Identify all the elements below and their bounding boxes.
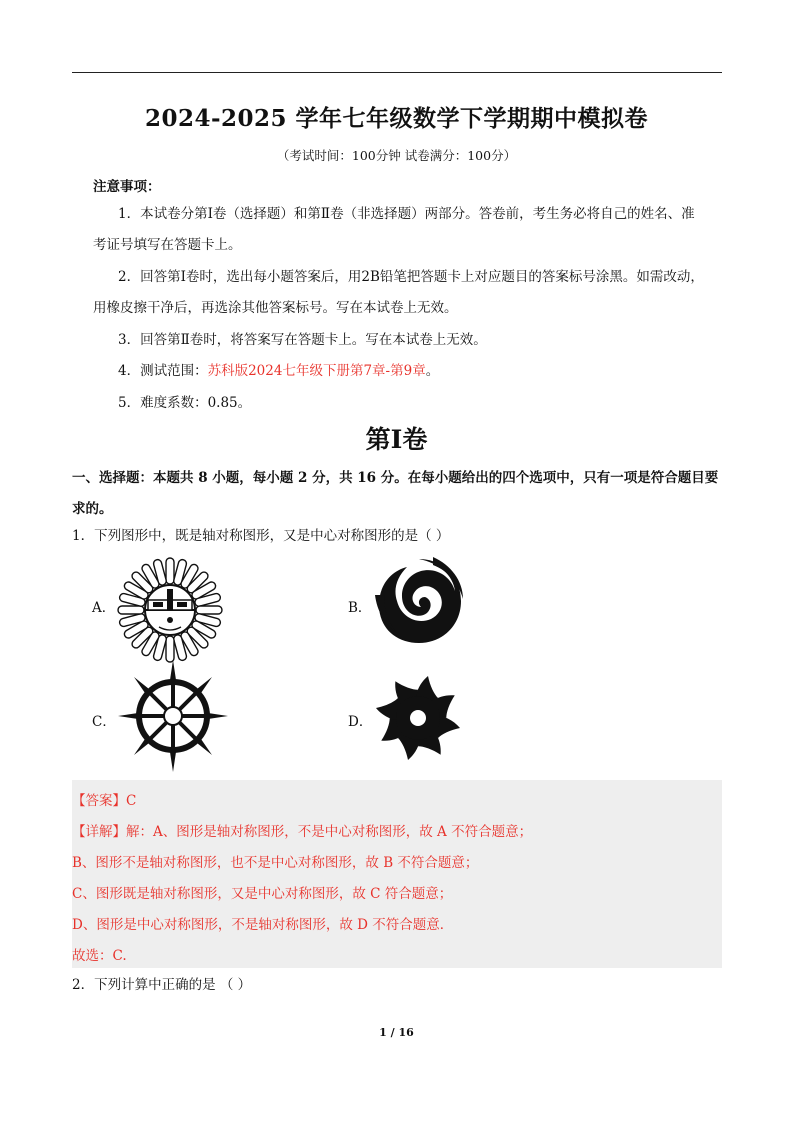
sun-ray	[166, 636, 174, 662]
option-d-label: D．	[348, 714, 373, 730]
exam-subtitle: （考试时间：100分钟 试卷满分：100分）	[276, 148, 517, 163]
option-c-label: C．	[92, 714, 116, 730]
detail-line1	[72, 820, 532, 840]
notice-item5: 5．难度系数：0.85。	[118, 395, 252, 411]
detail-tag: 【详解】	[72, 824, 126, 840]
notice-item4-suffix: 。	[425, 363, 440, 379]
detail-line3: C、图形既是轴对称图形，又是中心对称图形，故 C 符合题意；	[72, 886, 453, 902]
detail-text1: 解：A、图形是轴对称图形，不是中心对称图形，故 A 不符合题意；	[126, 824, 533, 840]
sun-ray	[166, 558, 174, 584]
notice-item1-line2: 考证号填写在答题卡上。	[93, 237, 242, 253]
notice-item1-line1: 1．本试卷分第Ⅰ卷（选择题）和第Ⅱ卷（非选择题）两部分。答卷前，考生务必将自己的姓名、准	[118, 206, 695, 222]
detail-line2: B、图形不是轴对称图形，也不是中心对称图形，故 B 不符合题意；	[72, 855, 479, 871]
notice-item2-line2: 用橡皮擦干净后，再选涂其他答案标号。写在本试卷上无效。	[93, 300, 458, 316]
notice-heading: 注意事项：	[93, 179, 161, 195]
answer-tag: 【答案】	[72, 793, 126, 809]
answer-conclusion: 故选：C.	[72, 948, 127, 964]
section1-line2: 求的。	[72, 501, 113, 517]
answer-line	[72, 789, 136, 809]
page-number: 1 / 16	[379, 1026, 414, 1039]
volume-title: 第Ⅰ卷	[365, 425, 428, 454]
option-b-label: B．	[348, 600, 372, 616]
sun-ray	[196, 606, 222, 614]
question1-stem: 1．下列图形中，既是轴对称图形，又是中心对称图形的是（ ）	[72, 528, 450, 544]
header-rule	[72, 72, 722, 73]
detail-line4: D、图形是中心对称图形，不是轴对称图形，故 D 不符合题意．	[72, 917, 454, 933]
pinwheel-figure-d	[372, 672, 464, 764]
notice-item3: 3．回答第Ⅱ卷时，将答案写在答题卡上。写在本试卷上无效。	[118, 332, 487, 348]
option-a-label: A．	[92, 600, 116, 616]
answer-panel	[72, 780, 722, 968]
notice-item4	[118, 361, 439, 381]
exam-title: 2024-2025 学年七年级数学下学期期中模拟卷	[144, 105, 649, 132]
sun-ray	[118, 606, 144, 614]
section1-line1: 一、选择题：本题共 8 小题，每小题 2 分，共 16 分。在每小题给出的四个选项中，只有一项是符合题目要	[72, 470, 719, 486]
answer-value: C	[126, 793, 137, 809]
wheel-figure-c	[118, 660, 228, 772]
test-scope: 苏科版2024七年级下册第7章-第9章	[207, 363, 426, 379]
notice-item2-line1: 2．回答第Ⅰ卷时，选出每小题答案后，用2B铅笔把答题卡上对应题目的答案标号涂黑。如需改动，	[118, 269, 704, 285]
swirl-figure-b	[373, 555, 465, 647]
sun-face-figure-a	[115, 555, 225, 665]
notice-item4-prefix: 4．测试范围：	[118, 363, 208, 379]
question2-stem: 2．下列计算中正确的是 （ ）	[72, 977, 252, 993]
section1-heading	[72, 463, 724, 525]
